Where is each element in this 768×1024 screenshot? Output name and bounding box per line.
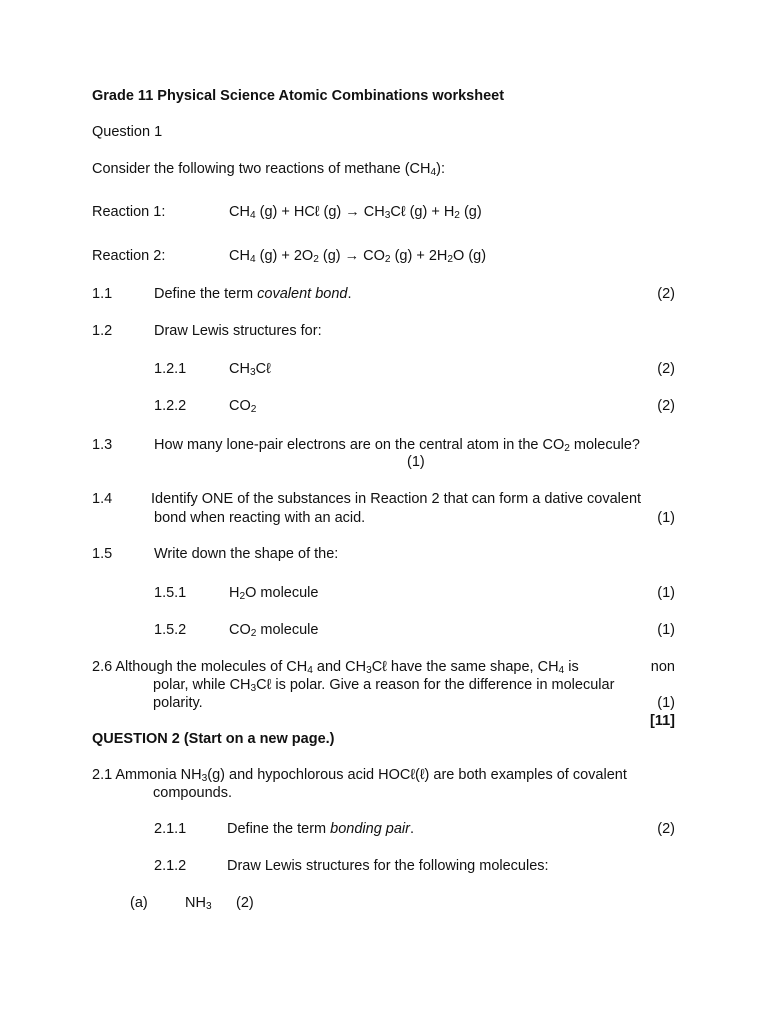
item-2-6-line-3: polarity. — [153, 695, 203, 711]
question-1-total: [11] — [650, 713, 675, 729]
item-1-5-2-text: $CO_2$ molecule — [229, 622, 319, 639]
item-1-1-number: 1.1 — [92, 286, 113, 302]
item-1-3-text: How many lone-pair electrons are on the central atom in the $CO_2$ molecule? — [154, 437, 640, 454]
item-1-4-marks: (1) — [657, 510, 675, 526]
item-2-1-1-number: 2.1.1 — [154, 821, 187, 837]
item-1-5-number: 1.5 — [92, 546, 113, 562]
item-2-6-line-1-end: non — [650, 659, 675, 675]
item-1-3-number: 1.3 — [92, 437, 113, 453]
item-1-5-1-number: 1.5.1 — [154, 585, 187, 601]
reaction-1-label: Reaction 1: — [92, 204, 166, 220]
item-1-5-2-number: 1.5.2 — [154, 622, 187, 638]
reaction-1-equation: $CH_4$ (g) + HCℓ $(g) \to CH_3C\ell$ $(g) + H_2$ (g) — [229, 204, 482, 221]
item-1-2-1-formula: $CH_3C\ell$ — [229, 361, 271, 378]
item-1-5-2-marks: (1) — [657, 622, 675, 638]
item-2-1-1-text: Define the term bonding pair. — [227, 821, 415, 837]
reaction-2-equation: $CH_4$ $(g) + 2O_2$ $(g) \to CO_2$ $(g) + 2H_2O$ (g) — [229, 248, 487, 265]
item-1-2-1-number: 1.2.1 — [154, 361, 187, 377]
reaction-2-label: Reaction 2: — [92, 248, 166, 264]
item-2-6-line-2: polar, while $CH_3C\ell$ is polar. Give a reason for the difference in molecular — [153, 677, 615, 694]
question-1-heading: Question 1 — [92, 124, 163, 140]
question-2-heading: QUESTION 2 (Start on a new page.) — [92, 731, 335, 747]
item-a-marks: (2) — [236, 895, 254, 911]
item-a-number: (a) — [130, 895, 148, 911]
item-2-6-marks: (1) — [657, 695, 675, 711]
item-2-1-line-2: compounds. — [153, 785, 232, 801]
item-1-4-text-line-1: Identify ONE of the substances in Reaction 2 that can form a dative covalent — [151, 491, 642, 507]
item-1-4-text-line-2: bond when reacting with an acid. — [154, 510, 366, 526]
item-1-2-2-marks: (2) — [657, 398, 675, 414]
item-1-4-number: 1.4 — [92, 491, 113, 507]
item-2-1-1-marks: (2) — [657, 821, 675, 837]
item-2-6-line-1: 2.6 Although the molecules of $CH_4$ and $CH_3C\ell$ have the same shape, $CH_4$ is — [92, 659, 579, 676]
item-1-2-1-marks: (2) — [657, 361, 675, 377]
item-1-5-1-text: $H_2O$ molecule — [229, 585, 319, 602]
item-1-5-1-marks: (1) — [657, 585, 675, 601]
item-1-1-text: Define the term covalent bond. — [154, 286, 352, 302]
item-1-2-2-number: 1.2.2 — [154, 398, 187, 414]
item-1-2-text: Draw Lewis structures for: — [154, 323, 322, 339]
item-2-1-2-number: 2.1.2 — [154, 858, 187, 874]
q1-intro: Consider the following two reactions of methane $(CH_4)$: — [92, 161, 445, 178]
item-1-2-2-formula: $CO_2$ — [229, 398, 257, 415]
item-1-3-marks: (1) — [407, 454, 425, 470]
worksheet-title: Grade 11 Physical Science Atomic Combinations worksheet — [92, 88, 505, 104]
item-2-1-line-1: 2.1 Ammonia $NH_3(g)$ and hypochlorous acid HOCℓ(ℓ) are both examples of covalent — [92, 767, 627, 784]
item-1-5-text: Write down the shape of the: — [154, 546, 339, 562]
item-a-formula: $NH_3$ — [185, 895, 212, 912]
item-2-1-2-text: Draw Lewis structures for the following molecules: — [227, 858, 549, 874]
item-1-1-marks: (2) — [657, 286, 675, 302]
item-1-2-number: 1.2 — [92, 323, 113, 339]
